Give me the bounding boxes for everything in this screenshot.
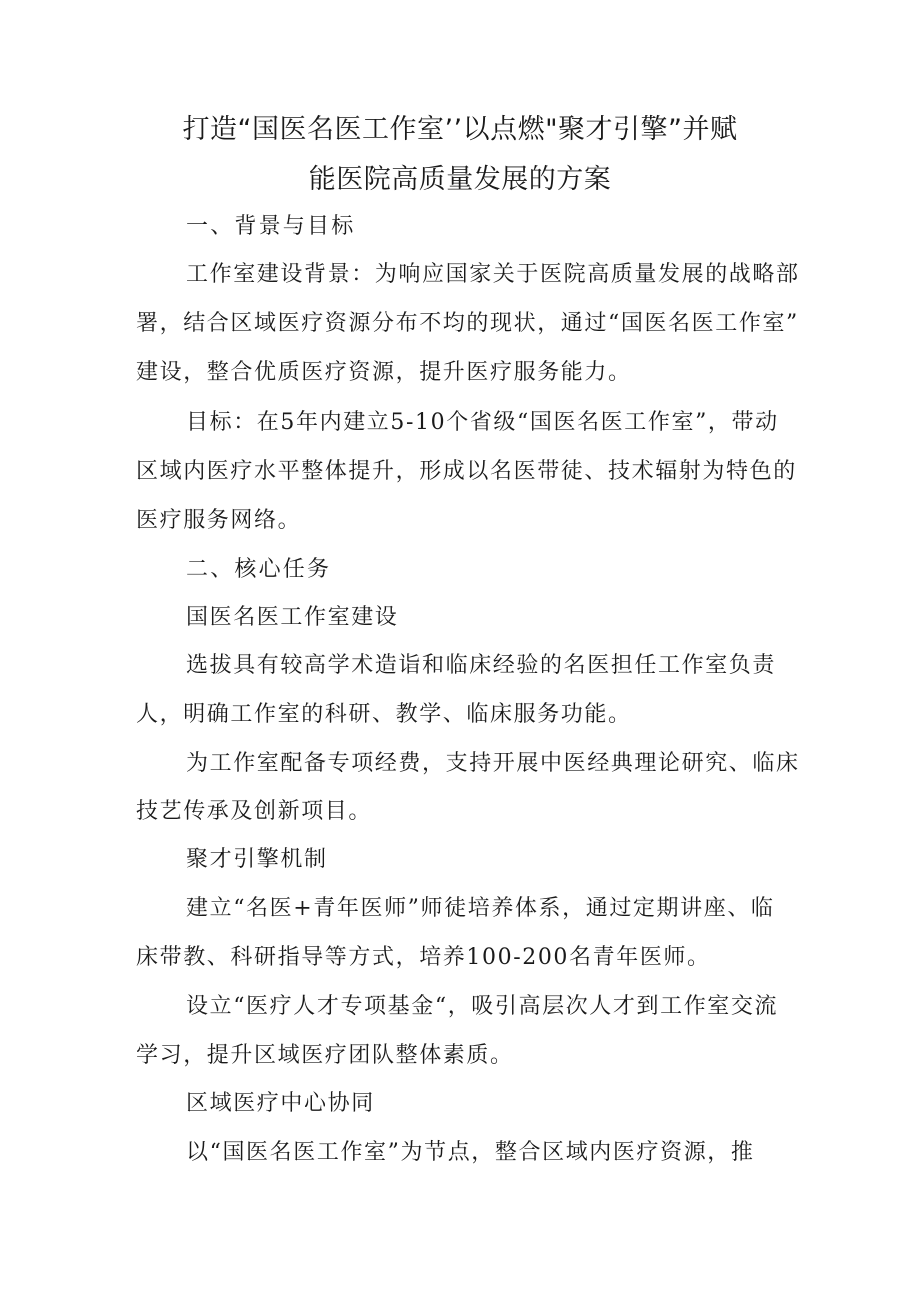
paragraph-line: 以“国医名医工作室”为节点，整合区域内医疗资源，推 [186, 1140, 755, 1165]
paragraph-line: 学习，提升区域医疗团队整体素质。 [136, 1043, 514, 1068]
document-title-line-2: 能医院高质量发展的方案 [308, 164, 612, 195]
paragraph-line: 署，结合区域医疗资源分布不均的现状，通过“国医名医工作室” [136, 311, 799, 336]
paragraph-line: 选拔具有较高学术造诣和临床经验的名医担任工作室负责 [186, 653, 777, 678]
subheading-studio-construction: 国医名医工作室建设 [186, 605, 399, 630]
paragraph-line: 为工作室配备专项经费，支持开展中医经典理论研究、临床 [186, 751, 800, 776]
paragraph-line: 人，明确工作室的科研、教学、临床服务功能。 [136, 702, 632, 727]
section-heading-background-goals: 一、背景与目标 [186, 214, 356, 239]
section-heading-core-tasks: 二、核心任务 [186, 557, 332, 582]
paragraph-line: 工作室建设背景：为响应国家关于医院高质量发展的战略部 [186, 262, 800, 287]
paragraph-line: 建设，整合优质医疗资源，提升医疗服务能力。 [136, 360, 632, 385]
paragraph-line: 床带教、科研指导等方式，培养100-200名青年医师。 [136, 945, 711, 970]
paragraph-line: 目标：在5年内建立5-10个省级“国医名医工作室”，带动 [186, 410, 779, 435]
paragraph-line: 建立“名医+青年医师”师徒培养体系，通过定期讲座、临 [186, 896, 775, 921]
paragraph-line: 技艺传承及创新项目。 [136, 799, 373, 824]
subheading-regional-coordination: 区域医疗中心协同 [186, 1091, 375, 1116]
paragraph-line: 设立“医疗人才专项基金“，吸引高层次人才到工作室交流 [186, 994, 779, 1019]
paragraph-line: 医疗服务网络。 [136, 508, 302, 533]
paragraph-line: 区域内医疗水平整体提升，形成以名医带徒、技术辐射为特色的 [136, 459, 797, 484]
document-title-line-1: 打造“国医名医工作室’’以点燃"聚才引擎”并赋 [182, 114, 738, 145]
subheading-talent-engine: 聚才引擎机制 [186, 847, 328, 872]
